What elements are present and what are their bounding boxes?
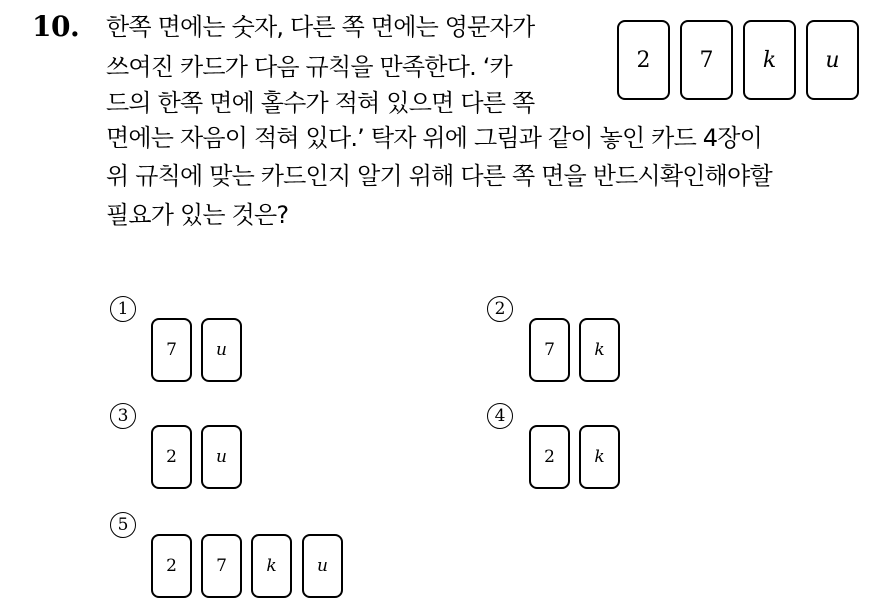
question-number: 10. <box>32 10 80 43</box>
figure-card-7: 7 <box>680 20 733 100</box>
figure-card-u: u <box>806 20 859 100</box>
option-2-card-k[interactable]: k <box>579 318 620 382</box>
option-1-card-7[interactable]: 7 <box>151 318 192 382</box>
option-1-marker[interactable]: 1 <box>110 296 136 322</box>
option-3-card-2[interactable]: 2 <box>151 425 192 489</box>
option-4-card-2[interactable]: 2 <box>529 425 570 489</box>
option-4-card-k[interactable]: k <box>579 425 620 489</box>
option-5-card-u[interactable]: u <box>302 534 343 598</box>
option-5-card-k[interactable]: k <box>251 534 292 598</box>
option-5-card-2[interactable]: 2 <box>151 534 192 598</box>
option-1-card-u[interactable]: u <box>201 318 242 382</box>
option-2-marker[interactable]: 2 <box>487 296 513 322</box>
question-text-line-6: 필요가 있는 것은? <box>106 201 289 229</box>
question-text-line-1: 한쪽 면에는 숫자, 다른 쪽 면에는 영문자가 <box>106 13 535 41</box>
option-3-card-u[interactable]: u <box>201 425 242 489</box>
question-text-line-3: 드의 한쪽 면에 홀수가 적혀 있으면 다른 쪽 <box>106 89 535 117</box>
option-2-card-7[interactable]: 7 <box>529 318 570 382</box>
figure-card-2: 2 <box>617 20 670 100</box>
figure-card-k: k <box>743 20 796 100</box>
option-4-marker[interactable]: 4 <box>487 403 513 429</box>
option-5-card-7[interactable]: 7 <box>201 534 242 598</box>
question-text-line-2: 쓰여진 카드가 다음 규칙을 만족한다. ‘카 <box>106 53 512 81</box>
option-5-marker[interactable]: 5 <box>110 512 136 538</box>
option-3-marker[interactable]: 3 <box>110 403 136 429</box>
question-text-line-4: 면에는 자음이 적혀 있다.’ 탁자 위에 그림과 같이 놓인 카드 4장이 <box>106 124 763 152</box>
question-text-line-5: 위 규칙에 맞는 카드인지 알기 위해 다른 쪽 면을 반드시확인해야할 <box>106 162 772 190</box>
